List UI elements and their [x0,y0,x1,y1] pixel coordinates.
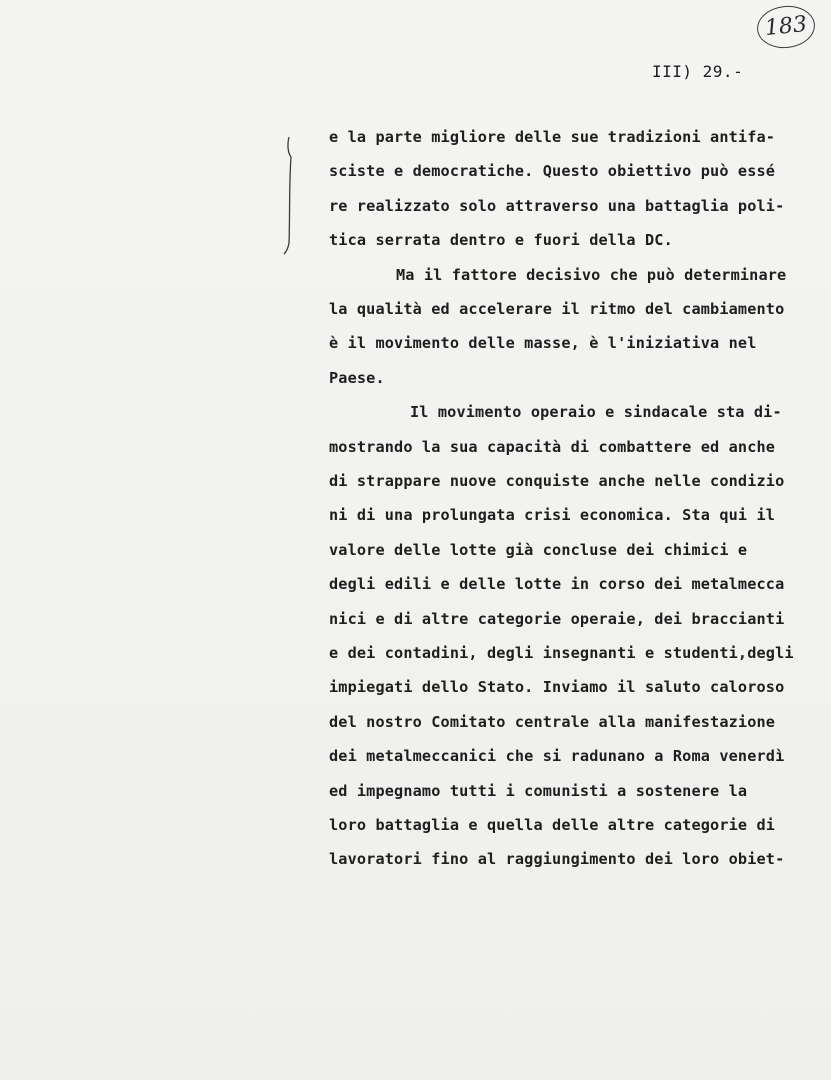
text-line: nici e di altre categorie operaie, dei braccianti [329,609,785,628]
page-stamp: 183 [755,3,817,51]
text-line: degli edili e delle lotte in corso dei metalmecca [329,575,785,594]
text-line: tica serrata dentro e fuori della DC. [329,231,673,250]
text-line: Paese. [329,368,385,387]
text-line: del nostro Comitato centrale alla manifestazione [329,712,776,731]
text-line: loro battaglia e quella delle altre categorie di [329,816,776,834]
text-line: valore delle lotte già concluse dei chimici e [329,540,748,559]
text-line: lavoratori fino al raggiungimento dei loro obiet- [329,850,785,869]
text-line: è il movimento delle masse, è l'iniziativa nel [329,334,757,353]
text-line: la qualità ed accelerare il ritmo del cambiamento [329,300,785,318]
text-line: Ma il fattore decisivo che può determinare [396,265,787,284]
text-line: Il movimento operaio e sindacale sta di- [410,403,782,422]
text-line: di strappare nuove conquiste anche nelle condizio [329,472,785,490]
text-line: impiegati dello Stato. Inviamo il saluto caloroso [329,678,785,697]
text-line: sciste e democratiche. Questo obiettivo può essé [329,162,776,181]
text-line: mostrando la sua capacità di combattere ed anche [329,437,776,456]
text-line: re realizzato solo attraverso una battaglia poli- [329,196,785,215]
text-line: dei metalmeccanici che si radunano a Roma venerdì [329,747,785,766]
margin-bracket-mark [283,135,297,255]
text-line: e dei contadini, degli insegnanti e studenti,degli [329,644,794,662]
page-number: III) 29.- [652,62,744,81]
text-line: ni di una prolungata crisi economica. Sta qui il [329,506,776,525]
text-line: e la parte migliore delle sue tradizioni antifa- [329,128,776,146]
text-line: ed impegnamo tutti i comunisti a sostenere la [329,781,748,800]
